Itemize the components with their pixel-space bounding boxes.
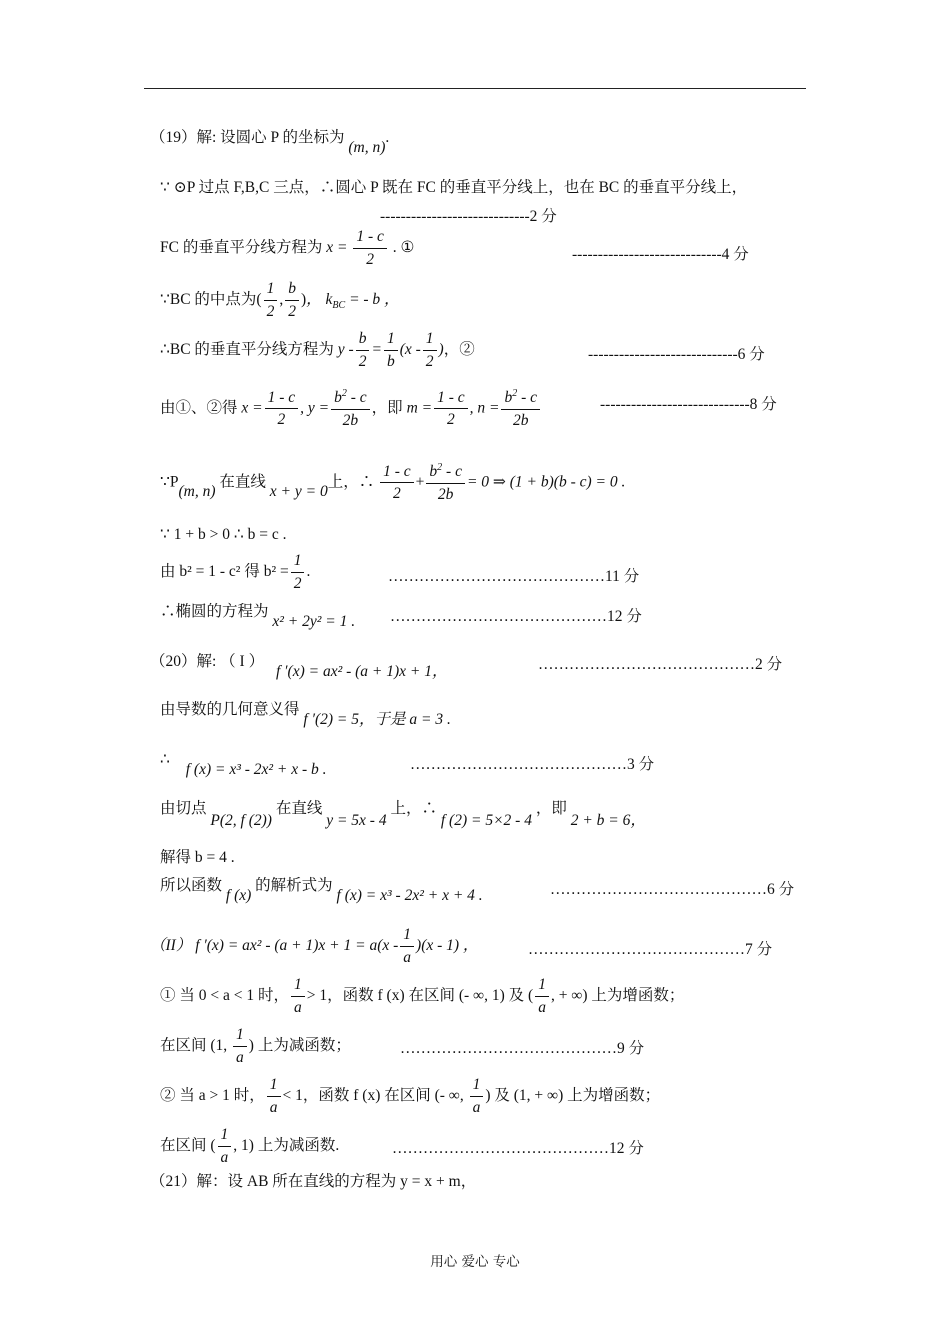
p20-intro: （20）解: （ I ） f ′(x) = ax² - (a + 1)x + 1， — [150, 653, 448, 680]
p20-solve: 解得 b = 4 . — [160, 849, 235, 866]
p20-score-2: ……………………………………2 分 — [538, 656, 783, 673]
p19-score-8: -----------------------------8 分 — [600, 396, 777, 413]
p19-line1: ∵ ⊙P 过点 F,B,C 三点，∴圆心 P 既在 FC 的垂直平分线上，也在 BC 的垂直平分线上， — [160, 179, 748, 196]
p19-online: ∵P(m, n) 在直线 x + y = 0上，∴ $\frac{1 - c}{2}$ + $\frac{b^2 - c}{2b}$ = 0 ⇒ (1 + b)(b - c) = 0 . — [160, 462, 626, 503]
p19-ellipse: ∴椭圆的方程为 x² + 2y² = 1 . — [160, 603, 356, 630]
p20-final: 所以函数 f (x) 的解析式为 f (x) = x³ - 2x² + x + 4 . — [160, 877, 483, 904]
p19-intro: （19）解: 设圆心 P 的坐标为 (m, n). — [150, 129, 390, 156]
p19-solve: 由①、②得 x = $\frac{1 - c}{2}$ , y = $\frac{b^2 - c}{2b}$ ，即 m = $\frac{1 - c}{2}$ , n = $\frac{b^2 - c}{2b}$ — [160, 388, 542, 430]
p20-score-12: ……………………………………12 分 — [392, 1140, 644, 1157]
fraction: $\frac{1 - c}{2}$ — [353, 228, 387, 269]
p20-score-3: ……………………………………3 分 — [410, 756, 655, 773]
p20-case2b: 在区间 ( $\frac{1}{a}$ , 1) 上为减函数. — [160, 1126, 340, 1166]
p19-score-4: -----------------------------4 分 — [572, 246, 749, 263]
p19-coord: (m, n) — [348, 139, 386, 156]
p19-bc-perp: ∴BC 的垂直平分线方程为 y - $\frac{b}{2}$ = $\frac{1}{b}$ (x - $\frac{1}{2}$ )，② — [160, 330, 475, 370]
p20-part2: （II） f ′(x) = ax² - (a + 1)x + 1 = a(x - $\frac{1}{a}$ )(x - 1) ， — [150, 926, 479, 966]
p19-bc-midpoint: ∵BC 的中点为( $\frac{1}{2}$ , $\frac{b}{2}$ )， $k_{BC}$ = - b ， — [160, 280, 400, 320]
p19-score-6: -----------------------------6 分 — [588, 346, 765, 363]
p20-fx: ∴ f (x) = x³ - 2x² + x - b . — [160, 751, 327, 778]
p20-case1b: 在区间 (1, $\frac{1}{a}$ ) 上为减函数； — [160, 1026, 351, 1066]
p20-score-6: ……………………………………6 分 — [550, 881, 795, 898]
p19-b2: 由 b² = 1 - c² 得 b² = $\frac{1}{2}$ . — [160, 552, 311, 592]
p21-intro: （21）解：设 AB 所在直线的方程为 y = x + m， — [150, 1173, 477, 1190]
p20-case2: ② 当 a > 1 时， $\frac{1}{a}$ < 1，函数 f (x) 在区间 (- ∞, $\frac{1}{a}$ ) 及 (1, + ∞) 上为增函数； — [160, 1076, 661, 1116]
p19-score-2: -----------------------------2 分 — [380, 208, 557, 225]
page-footer: 用心 爱心 专心 — [430, 1254, 520, 1270]
p19-score-11: ……………………………………11 分 — [388, 568, 640, 585]
p20-geo: 由导数的几何意义得 f ′(2) = 5，于是 a = 3 . — [160, 701, 451, 728]
p20-score-9: ……………………………………9 分 — [400, 1040, 645, 1057]
p20-tangent: 由切点 P(2, f (2)) 在直线 y = 5x - 4 上，∴ f (2) = 5×2 - 4 ，即 2 + b = 6， — [160, 800, 646, 829]
header-rule — [144, 88, 806, 89]
p20-case1: ① 当 0 < a < 1 时， $\frac{1}{a}$ > 1，函数 f (x) 在区间 (- ∞, 1) 及 ( $\frac{1}{a}$ , + ∞) 上为增函数； — [160, 976, 685, 1016]
p19-fc-equation: FC 的垂直平分线方程为 x = $\frac{1 - c}{2}$ . ① — [160, 228, 415, 268]
p20-score-7: ……………………………………7 分 — [528, 941, 773, 958]
p19-score-12: ……………………………………12 分 — [390, 608, 642, 625]
p19-since: ∵ 1 + b > 0 ∴ b = c . — [160, 526, 287, 543]
